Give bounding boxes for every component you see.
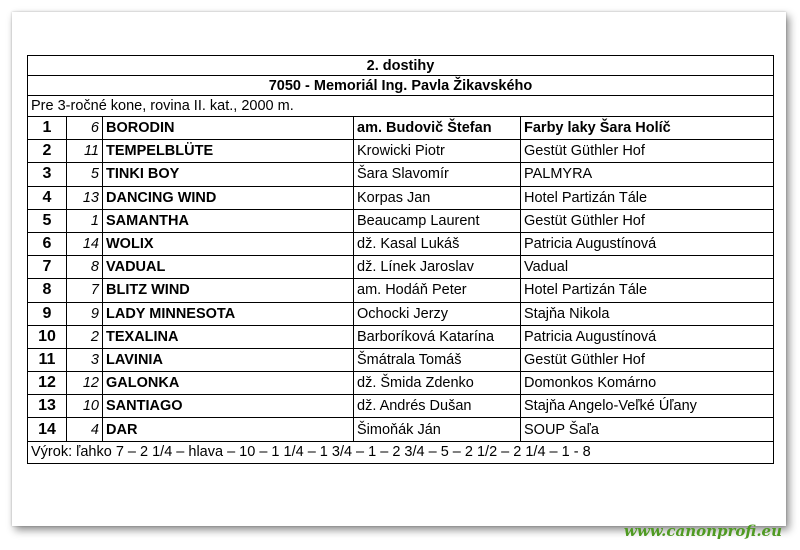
finish-position: 3 [28,163,67,186]
owner-name: Patricia Augustínová [521,325,774,348]
horse-name: DANCING WIND [103,186,354,209]
horse-name: LADY MINNESOTA [103,302,354,325]
horse-name: TEXALINA [103,325,354,348]
result-row [28,117,774,140]
owner-name: Hotel Partizán Tále [521,279,774,302]
race-title: 2. dostihy [28,56,774,76]
jockey-name: Krowicki Piotr [354,140,521,163]
horse-name: LAVINIA [103,348,354,371]
finish-position: 11 [28,348,67,371]
race-title-row [28,56,774,76]
start-number: 12 [67,372,103,395]
jockey-name: dž. Andrés Dušan [354,395,521,418]
jockey-name: Šmátrala Tomáš [354,348,521,371]
finish-position: 2 [28,140,67,163]
start-number: 8 [67,256,103,279]
horse-name: BLITZ WIND [103,279,354,302]
result-row [28,372,774,395]
horse-name: BORODIN [103,117,354,140]
horse-name: TINKI BOY [103,163,354,186]
result-row [28,325,774,348]
start-number: 4 [67,418,103,441]
watermark: www.canonprofi.eu [623,522,782,540]
start-number: 11 [67,140,103,163]
owner-name: Domonkos Komárno [521,372,774,395]
start-number: 14 [67,232,103,255]
jockey-name: Beaucamp Laurent [354,209,521,232]
owner-name: Patricia Augustínová [521,232,774,255]
horse-name: DAR [103,418,354,441]
horse-name: SANTIAGO [103,395,354,418]
race-name: 7050 - Memoriál Ing. Pavla Žikavského [28,76,774,96]
owner-name: Vadual [521,256,774,279]
race-conditions-row [28,96,774,117]
jockey-name: Ochocki Jerzy [354,302,521,325]
start-number: 6 [67,117,103,140]
finish-position: 5 [28,209,67,232]
result-row [28,279,774,302]
start-number: 13 [67,186,103,209]
race-name-row [28,76,774,96]
finish-position: 13 [28,395,67,418]
start-number: 10 [67,395,103,418]
result-row [28,140,774,163]
horse-name: WOLIX [103,232,354,255]
owner-name: PALMYRA [521,163,774,186]
owner-name: Stajňa Nikola [521,302,774,325]
finish-position: 7 [28,256,67,279]
result-row [28,348,774,371]
owner-name: Stajňa Angelo-Veľké Úľany [521,395,774,418]
finish-position: 4 [28,186,67,209]
result-row [28,418,774,441]
jockey-name: Šimoňák Ján [354,418,521,441]
owner-name: Farby laky Šara Holíč [521,117,774,140]
start-number: 7 [67,279,103,302]
start-number: 1 [67,209,103,232]
results-table-body [28,56,774,464]
finish-position: 12 [28,372,67,395]
result-row [28,186,774,209]
finish-position: 9 [28,302,67,325]
result-row [28,232,774,255]
horse-name: TEMPELBLÜTE [103,140,354,163]
finish-position: 8 [28,279,67,302]
jockey-name: am. Budovič Štefan [354,117,521,140]
start-number: 9 [67,302,103,325]
start-number: 3 [67,348,103,371]
jockey-name: dž. Šmida Zdenko [354,372,521,395]
owner-name: SOUP Šaľa [521,418,774,441]
owner-name: Hotel Partizán Tále [521,186,774,209]
horse-name: SAMANTHA [103,209,354,232]
horse-name: VADUAL [103,256,354,279]
result-row [28,395,774,418]
race-conditions: Pre 3-ročné kone, rovina II. kat., 2000 m. [28,96,774,117]
finish-position: 1 [28,117,67,140]
jockey-name: am. Hodáň Peter [354,279,521,302]
owner-name: Gestüt Güthler Hof [521,140,774,163]
jockey-name: dž. Kasal Lukáš [354,232,521,255]
finish-position: 10 [28,325,67,348]
result-row [28,163,774,186]
jockey-name: Šara Slavomír [354,163,521,186]
race-results-table [27,55,774,464]
finish-margins: Výrok: ľahko 7 – 2 1/4 – hlava – 10 – 1 1/4 – 1 3/4 – 1 – 2 3/4 – 5 – 2 1/2 – 2 1/4 – 1 - 8 [28,441,774,463]
start-number: 5 [67,163,103,186]
jockey-name: Barboríková Katarína [354,325,521,348]
result-row [28,302,774,325]
result-row [28,256,774,279]
start-number: 2 [67,325,103,348]
owner-name: Gestüt Güthler Hof [521,209,774,232]
jockey-name: dž. Línek Jaroslav [354,256,521,279]
horse-name: GALONKA [103,372,354,395]
finish-position: 14 [28,418,67,441]
jockey-name: Korpas Jan [354,186,521,209]
owner-name: Gestüt Güthler Hof [521,348,774,371]
finish-position: 6 [28,232,67,255]
margins-row [28,441,774,463]
result-row [28,209,774,232]
